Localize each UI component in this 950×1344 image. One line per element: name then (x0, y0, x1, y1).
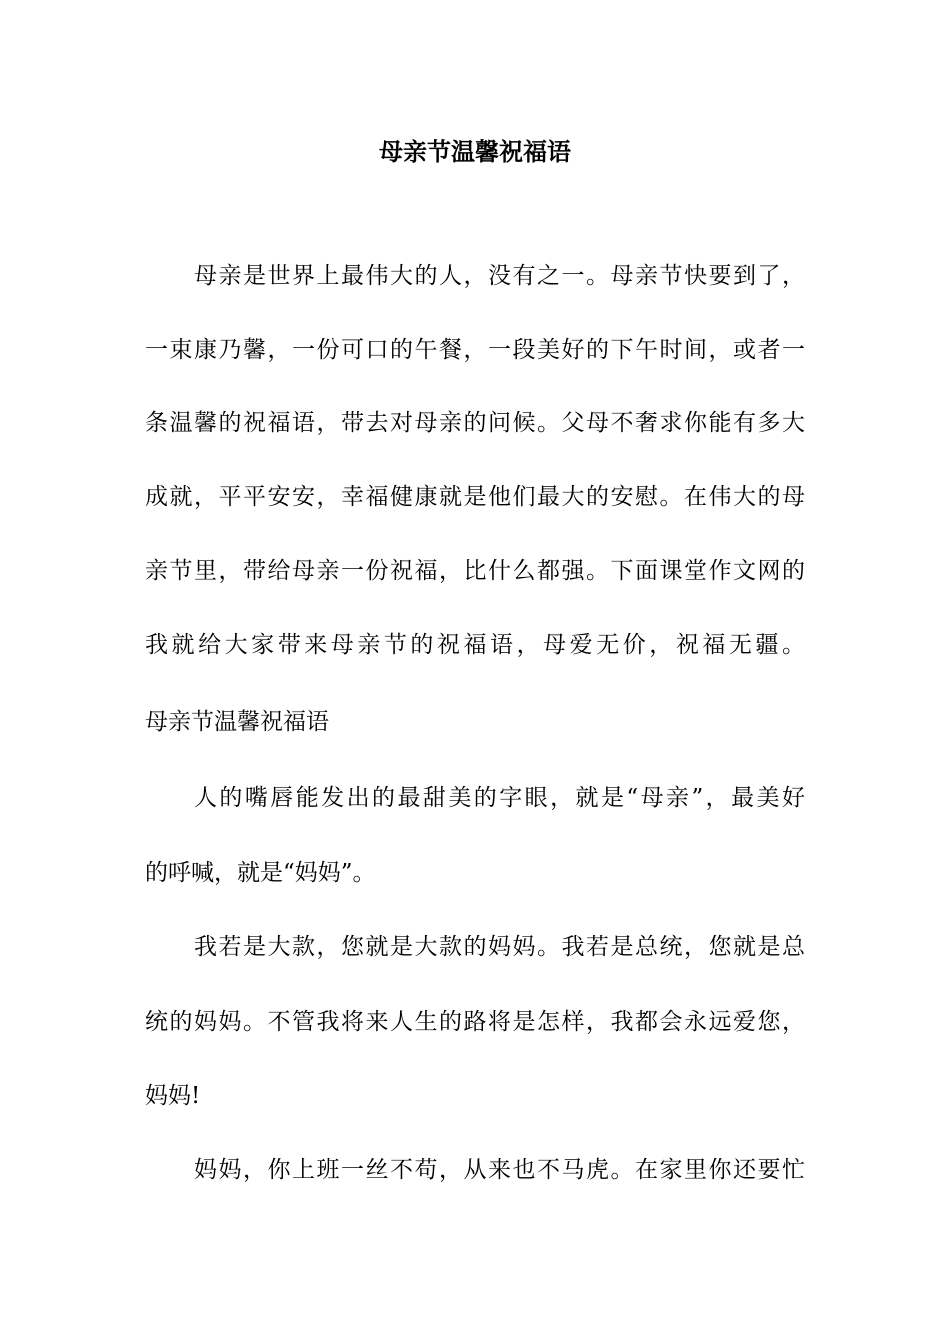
paragraph-line: 的呼喊，就是“妈妈”。 (145, 860, 376, 886)
section-heading: 母亲节温馨祝福语 (145, 709, 329, 735)
paragraph-line: 我就给大家带来母亲节的祝福语，母爱无价，祝福无疆。 (145, 632, 805, 658)
paragraph-line: 妈妈，你上班一丝不苟，从来也不马虎。在家里你还要忙 (194, 1157, 805, 1183)
paragraph-line: 母亲是世界上最伟大的人，没有之一。母亲节快要到了， (194, 263, 805, 289)
paragraph-line: 我若是大款，您就是大款的妈妈。我若是总统，您就是总 (194, 934, 805, 960)
document-title: 母亲节温馨祝福语 (379, 137, 571, 166)
paragraph-line: 妈妈! (145, 1083, 201, 1109)
paragraph-line: 人的嘴唇能发出的最甜美的字眼，就是“母亲”，最美好 (194, 785, 805, 811)
paragraph-line: 统的妈妈。不管我将来人生的路将是怎样，我都会永远爱您， (145, 1009, 805, 1035)
paragraph-line: 亲节里，带给母亲一份祝福，比什么都强。下面课堂作文网的 (145, 558, 805, 584)
paragraph-line: 一束康乃馨，一份可口的午餐，一段美好的下午时间，或者一 (145, 337, 805, 363)
paragraph-line: 条温馨的祝福语，带去对母亲的问候。父母不奢求你能有多大 (145, 410, 805, 436)
paragraph-line: 成就，平平安安，幸福健康就是他们最大的安慰。在伟大的母 (145, 484, 805, 510)
